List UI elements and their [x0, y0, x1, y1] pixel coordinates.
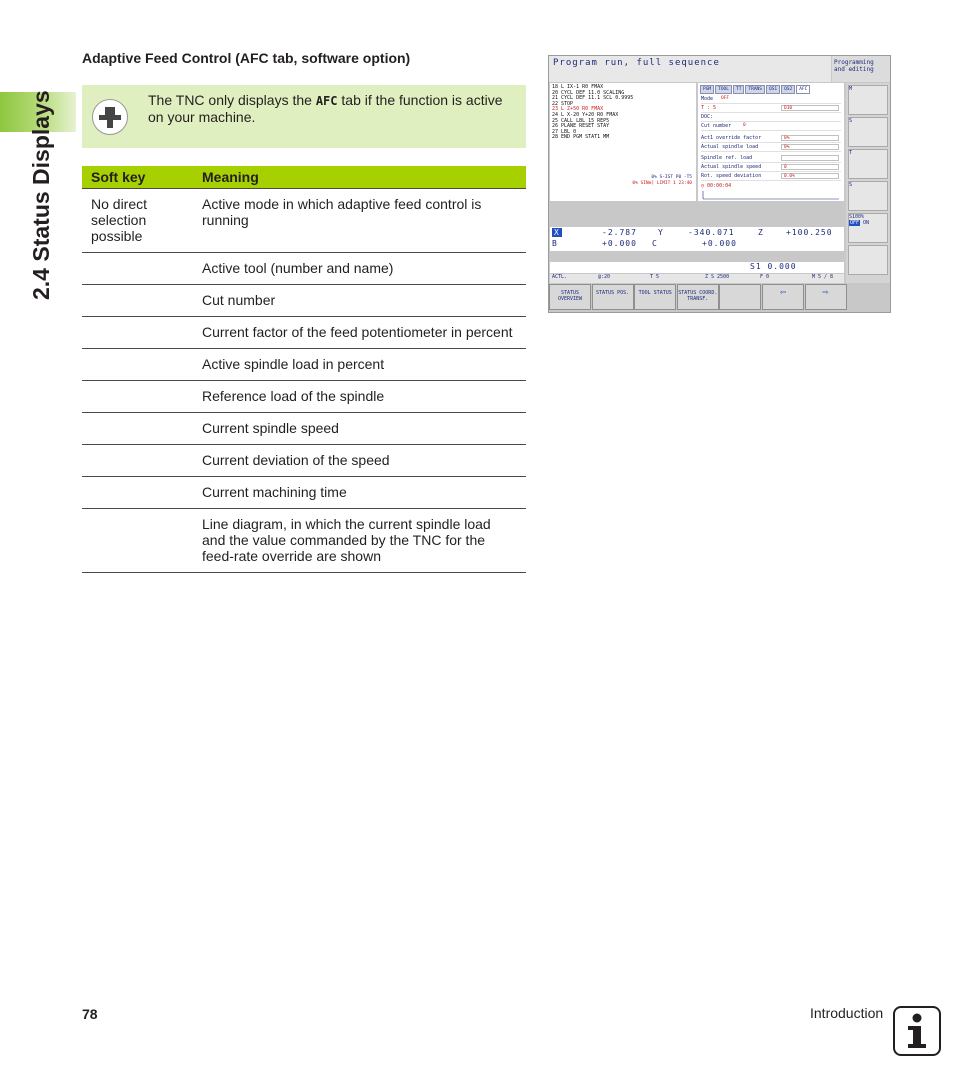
softkey-cell [82, 477, 193, 509]
strip-item: M 5 / 8 [812, 274, 834, 280]
status-tabs [700, 85, 810, 94]
position-display [550, 227, 844, 251]
axis-value: +100.250 [786, 228, 833, 237]
status-label: T : 5 [701, 105, 717, 111]
tab-tt[interactable]: TT [733, 85, 744, 94]
side-button-m[interactable]: M [848, 85, 888, 115]
side-button-s[interactable]: S [848, 117, 888, 147]
softkey-page-forward[interactable] [805, 284, 847, 310]
softkey-cell [82, 285, 193, 317]
axis-label: Z [758, 228, 764, 237]
status-value: D10 [781, 105, 839, 111]
note-text-before: The TNC only displays the [148, 92, 316, 108]
status-row [701, 105, 841, 113]
softkey-bar [549, 284, 890, 312]
strip-item: @:20 [598, 274, 611, 280]
program-line: 28 END PGM STAT1 MM [552, 134, 610, 141]
program-listing [550, 83, 696, 201]
table-row [82, 413, 526, 445]
softkey-page-back[interactable] [762, 284, 804, 310]
meaning-cell: Line diagram, in which the current spindle load and the value commanded by the TNC for the feed-rate override are shown [193, 509, 526, 573]
status-label: Actual spindle speed [701, 164, 762, 170]
info-icon [893, 1006, 941, 1056]
softkey-empty[interactable] [719, 284, 761, 310]
softkey-cell [82, 413, 193, 445]
status-row [701, 155, 841, 163]
status-row [701, 123, 841, 131]
axis-value: +0.000 [702, 239, 737, 248]
softkey-cell [82, 317, 193, 349]
table-row [82, 477, 526, 509]
machining-time [701, 183, 731, 189]
meaning-cell: Active tool (number and name) [193, 253, 526, 285]
axis-label: C [652, 239, 658, 248]
softkey-tool-status[interactable]: TOOL STATUS [634, 284, 676, 310]
status-strip [550, 274, 844, 283]
table-row [82, 349, 526, 381]
note-text [148, 92, 518, 125]
tab-afc[interactable]: AFC [796, 85, 810, 94]
spindle-line [550, 262, 844, 273]
tab-pgm[interactable]: PGM [700, 85, 714, 94]
meaning-cell: Cut number [193, 285, 526, 317]
axis-value: +0.000 [602, 239, 637, 248]
table-row [82, 317, 526, 349]
axis-value: -2.787 [602, 228, 637, 237]
status-label: Actual spindle load [701, 144, 759, 150]
tnc-screenshot [548, 55, 891, 313]
softkey-cell [82, 445, 193, 477]
tab-qs1[interactable]: QS1 [766, 85, 780, 94]
softkey-cell [82, 381, 193, 413]
program-line: 21 CYCL DEF 11.1 SCL 0.9995 [552, 95, 634, 102]
meaning-cell: Current deviation of the speed [193, 445, 526, 477]
table-row [82, 509, 526, 573]
machine-option-icon [92, 99, 128, 135]
softkey-status-pos[interactable]: STATUS POS. [592, 284, 634, 310]
note-text-after: tab if the function is active on your machine. [148, 92, 503, 125]
softkey-cell: No direct selection possible [82, 189, 193, 253]
chapter-title: 2.4 Status Displays [28, 90, 54, 300]
clock-icon: ◷ [701, 183, 705, 189]
status-row [701, 173, 841, 181]
program-line: 22 STOP [552, 100, 574, 107]
softkey-cell [82, 349, 193, 381]
status-value: 0 [781, 164, 839, 170]
strip-item: F 0 [760, 274, 770, 280]
status-value: 0 [743, 123, 746, 128]
arrow-left-icon: ⇦ [779, 287, 786, 298]
tab-trans[interactable]: TRANS [745, 85, 765, 94]
softkey-status-overview[interactable]: STATUS OVERVIEW [549, 284, 591, 310]
page-number: 78 [82, 1006, 98, 1022]
meaning-cell: Active mode in which adaptive feed control is running [193, 189, 526, 253]
softkey-table [82, 166, 526, 573]
strip-item: ACTL. [552, 274, 568, 280]
table-row [82, 189, 526, 253]
afc-status-panel [698, 83, 844, 201]
status-row [701, 164, 841, 172]
status-label: Mode [701, 96, 714, 102]
machine-side-panel [846, 83, 890, 283]
status-value: 0.0% [781, 173, 839, 179]
section-heading: Adaptive Feed Control (AFC tab, software option) [82, 50, 411, 66]
machining-time-value: 00:00:04 [707, 183, 732, 189]
side-button-t[interactable]: T [848, 149, 888, 179]
meaning-cell: Current factor of the feed potentiometer in percent [193, 317, 526, 349]
status-row [701, 96, 841, 104]
status-label: Cut number [701, 123, 732, 129]
side-button-s2[interactable]: S [848, 181, 888, 211]
programming-editing-button[interactable]: Programming and editing [832, 56, 890, 82]
table-row [82, 381, 526, 413]
meaning-cell: Reference load of the spindle [193, 381, 526, 413]
status-row [701, 144, 841, 152]
status-value [781, 155, 839, 161]
arrow-right-icon: ⇨ [822, 287, 829, 298]
table-row [82, 445, 526, 477]
program-line: 27 LBL 0 [552, 128, 577, 135]
status-row [701, 114, 841, 122]
softkey-cell [82, 509, 193, 573]
meaning-cell: Active spindle load in percent [193, 349, 526, 381]
program-line: 26 PLANE RESET STAY [552, 123, 610, 130]
program-line: 25 CALL LBL 15 REP5 [552, 117, 610, 124]
status-label: Spindle ref. load [701, 155, 753, 161]
info-line-2: 0% SINm] LIMIT 1 23:40 [632, 181, 692, 186]
meaning-cell: Current spindle speed [193, 413, 526, 445]
axis-label: B [552, 239, 558, 248]
status-value: 0% [781, 135, 839, 141]
spindle-value: S1 0.000 [750, 262, 797, 271]
strip-item: T 5 [650, 274, 660, 280]
softkey-cell [82, 253, 193, 285]
status-row [701, 135, 841, 143]
status-label: DOC: [701, 114, 714, 120]
info-line-1: 0% S-IST P0 -T5 [651, 175, 692, 180]
table-row [82, 253, 526, 285]
column-header-softkey: Soft key [82, 166, 193, 189]
status-label: Rot. speed deviation [701, 173, 762, 179]
program-line-active: 23 L Z+50 R0 FMAX [552, 106, 604, 113]
tab-tool[interactable]: TOOL [715, 85, 732, 94]
program-line: 24 L X-20 Y+20 R0 FMAX [552, 111, 619, 118]
axis-label: X [554, 228, 560, 237]
strip-item: Z S 2500 [705, 274, 730, 280]
status-value: 0% [781, 144, 839, 150]
note-code: AFC [315, 94, 338, 108]
softkey-status-coord-transf[interactable]: STATUS COORD. TRANSF. [677, 284, 719, 310]
table-header-row [82, 166, 526, 189]
tab-qs2[interactable]: QS2 [781, 85, 795, 94]
side-button-override[interactable]: S100% OFF ON [848, 213, 888, 243]
side-button-minus[interactable] [848, 245, 888, 275]
screen-title: Program run, full sequence [549, 56, 831, 82]
note-box [82, 85, 526, 148]
spindle-load-line-diagram [701, 191, 841, 200]
axis-value: -340.071 [688, 228, 735, 237]
status-label: Act1 override factor [701, 135, 762, 141]
column-header-meaning: Meaning [193, 166, 526, 189]
table-row [82, 285, 526, 317]
footer-label: Introduction [810, 1005, 884, 1021]
axis-label: Y [658, 228, 664, 237]
status-value: OFF [721, 96, 730, 101]
program-line: 20 CYCL DEF 11.0 SCALING [552, 89, 625, 96]
program-line: 18 L IX-1 R0 FMAX [552, 84, 604, 90]
meaning-cell: Current machining time [193, 477, 526, 509]
